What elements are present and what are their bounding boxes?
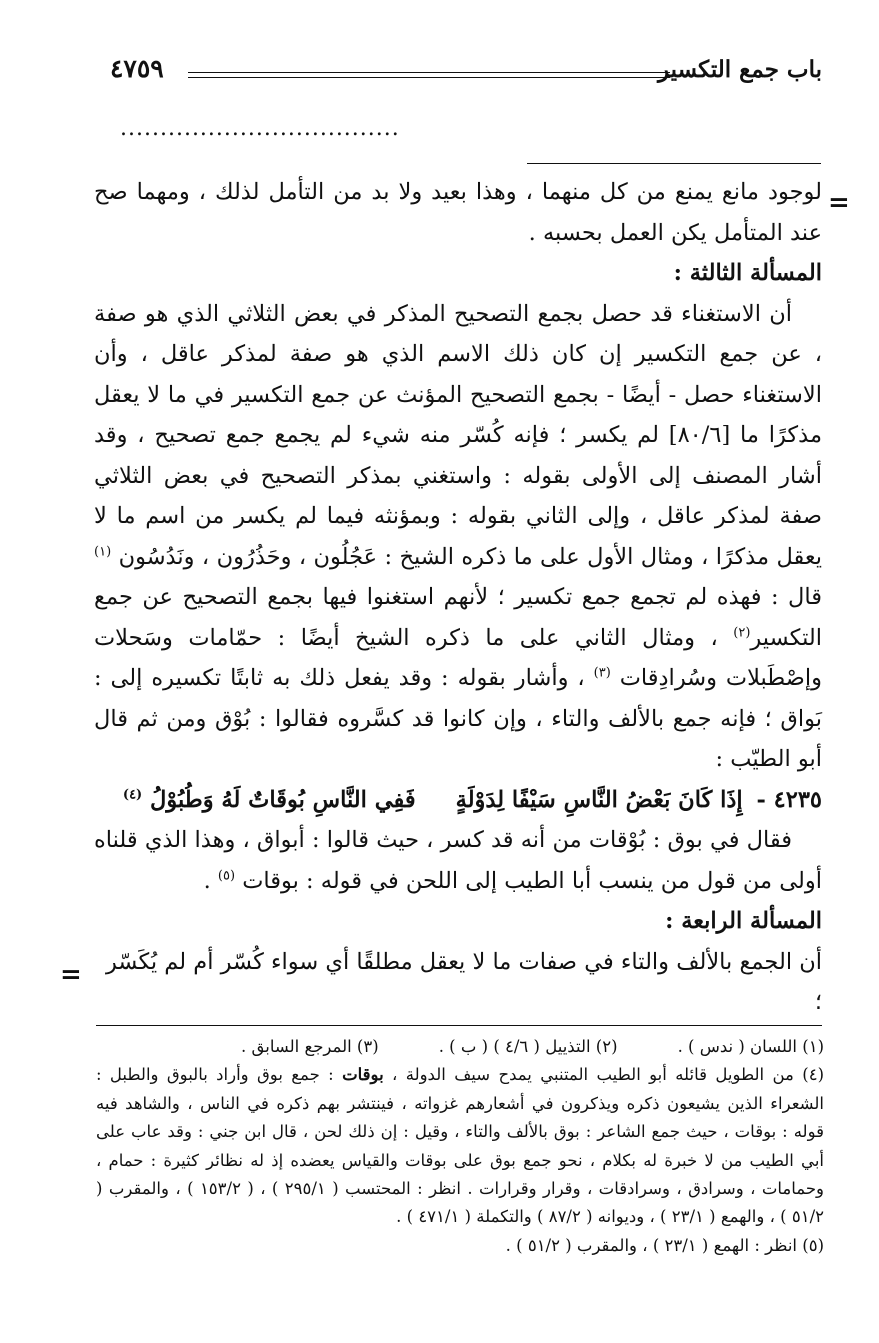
continuation-mark-start: =: [828, 188, 850, 218]
running-header: [110, 50, 822, 94]
footnote-4-keyword: بوقات: [342, 1065, 384, 1085]
verse-number: ٤٢٣٥ -: [756, 786, 822, 813]
section-heading-third: المسألة الثالثة :: [673, 260, 822, 286]
paragraph-continued: لوجود مانع يمنع من كل منهما ، وهذا بعيد ولا بد من التأمل لذلك ، ومهما صح عند المتأمل يكن العمل بحسبه .: [94, 179, 822, 246]
paragraph-third-issue: [94, 294, 822, 780]
verse-first-hemistich: إِذَا كَانَ بَعْضُ النَّاسِ سَيْفًا لِدَوْلَةٍ: [455, 786, 743, 813]
footnote-3: (٣) المرجع السابق .: [241, 1037, 379, 1056]
chapter-title: باب جمع التكسير: [657, 56, 822, 83]
footnote-5: (٥) انظر : الهمع ( ٢٣/١ ) ، والمقرب ( ٥١/٢ ) .: [505, 1235, 824, 1255]
text-segment: قال : فهذه لم تجمع جمع تكسير ؛ لأنهم استغنوا فيها بجمع التصحيح عن جمع التكسير: [94, 584, 822, 651]
footnote-row: [96, 1033, 824, 1061]
poetry-verse: [94, 780, 822, 821]
dotted-separator: ...................................: [120, 116, 400, 141]
footnote-2: (٢) التذييل ( ٤/٦ ) ( ب ) .: [438, 1037, 618, 1056]
footnote-1: (١) اللسان ( ندس ) .: [677, 1037, 824, 1056]
verse-second-hemistich: فَفِي النَّاسِ بُوقَاتٌ لَهُ وَطُبُوْلُ: [150, 786, 416, 813]
footnote-4-intro: (٤) من الطويل قائله أبو الطيب المتنبي يمدح سيف الدولة ،: [383, 1065, 825, 1085]
continuation-mark-end: =: [60, 960, 82, 990]
paragraph-after-verse: [94, 820, 822, 901]
text-segment: ، وأشار بقوله : وقد يفعل ذلك به ثابتًا تكسيره إلى : بَواق ؛ فإنه جمع بالألف والتاء ، وإن كانوا قد كسَّروه فقالوا : بُوْق ومن ثم قال أبو الطيّب :: [94, 665, 822, 772]
footnote-rule: [96, 1025, 822, 1026]
paragraph-fourth-issue: أن الجمع بالألف والتاء في صفات ما لا يعقل مطلقًا أي سواء كُسّر أم لم يُكَسّر ؛: [105, 948, 822, 1015]
footnote-ref-1: (١): [94, 544, 112, 559]
footnote-ref-5: (٥): [217, 868, 236, 883]
text-segment: .: [203, 867, 218, 894]
footnote-ref-3: (٣): [593, 665, 611, 681]
footnotes: [96, 1033, 824, 1260]
header-double-rule: [188, 72, 670, 78]
text-segment: أن الاستغناء قد حصل بجمع التصحيح المذكر في بعض الثلاثي الذي هو صفة ، عن جمع التكسير إن كان ذلك الاسم الذي هو صفة لمذكر عاقل ، وأن الاستغناء حصل - أيضًا - بجمع التصحيح المؤنث عن جمع التكسير في ما لا يعقل مذكرًا ما [٨٠/٦] لم يكسر ؛ فإنه كُسّر منه شيء لم يجمع جمع تصحيح ، وقد أشار المصنف إلى الأولى بقوله : واستغني بمذكر التصحيح في بعض الثلاثي صفة لمذكر عاقل ، وإلى الثاني بقوله : وبمؤنثه فيما لم يكسر من اسم ما لا يعقل مذكرًا ، ومثال الأول على ما ذكره الشيخ : عَجُلُون ، وحَذُرُون ، ونَدُسُون: [94, 300, 823, 570]
section-heading-fourth: المسألة الرابعة :: [665, 908, 822, 934]
footnote-4: [96, 1061, 824, 1231]
page-number: ٤٧٥٩: [110, 54, 164, 83]
footnote-ref-4: (٤): [122, 787, 143, 802]
continuation-rule: [527, 163, 821, 164]
footnote-ref-2: (٢): [733, 625, 751, 640]
footnote-4-body: : جمع بوق وأراد بالبوق والطبل : الشعراء الذين يشيعون ذكره ويذكرون في أشعارهم غزواته ، فينتشر بهم ذكره في الناس ، والشاهد فيه قوله : بوقات ، حيث جمع الشاعر : بوق بالألف والتاء ، وقيل : إن ذلك لحن ، قال ابن جني : وقد عاب على أبي الطيب من لا خبرة له بكلام ، نحو جمع بوق على بوقات والقياس يعضده إذ له نظائر كثيرة : حمام ، وحمامات ، وسرادق ، وسرادقات ، وقرار وقرارات . انظر : المحتسب ( ٢٩٥/١ ) ، ( ١٥٣/٢ ) ، والمقرب ( ٥١/٢ ) ، والهمع ( ٢٣/١ ) ، وديوانه ( ٨٧/٢ ) والتكملة ( ٤٧١/١ ) .: [96, 1065, 824, 1227]
text-segment: فقال في بوق : بُوْقات من أنه قد كسر ، حيث قالوا : أبواق ، وهذا الذي قلناه أولى من قول من ينسب أبا الطيب إلى اللحن في قوله : بوقات: [94, 827, 822, 894]
text-segment: ، ومثال الثاني على ما ذكره الشيخ أيضًا : حمّامات وسَحلات وإصْطَبلات وسُرادِقات: [94, 624, 822, 691]
main-text: [94, 172, 822, 1023]
